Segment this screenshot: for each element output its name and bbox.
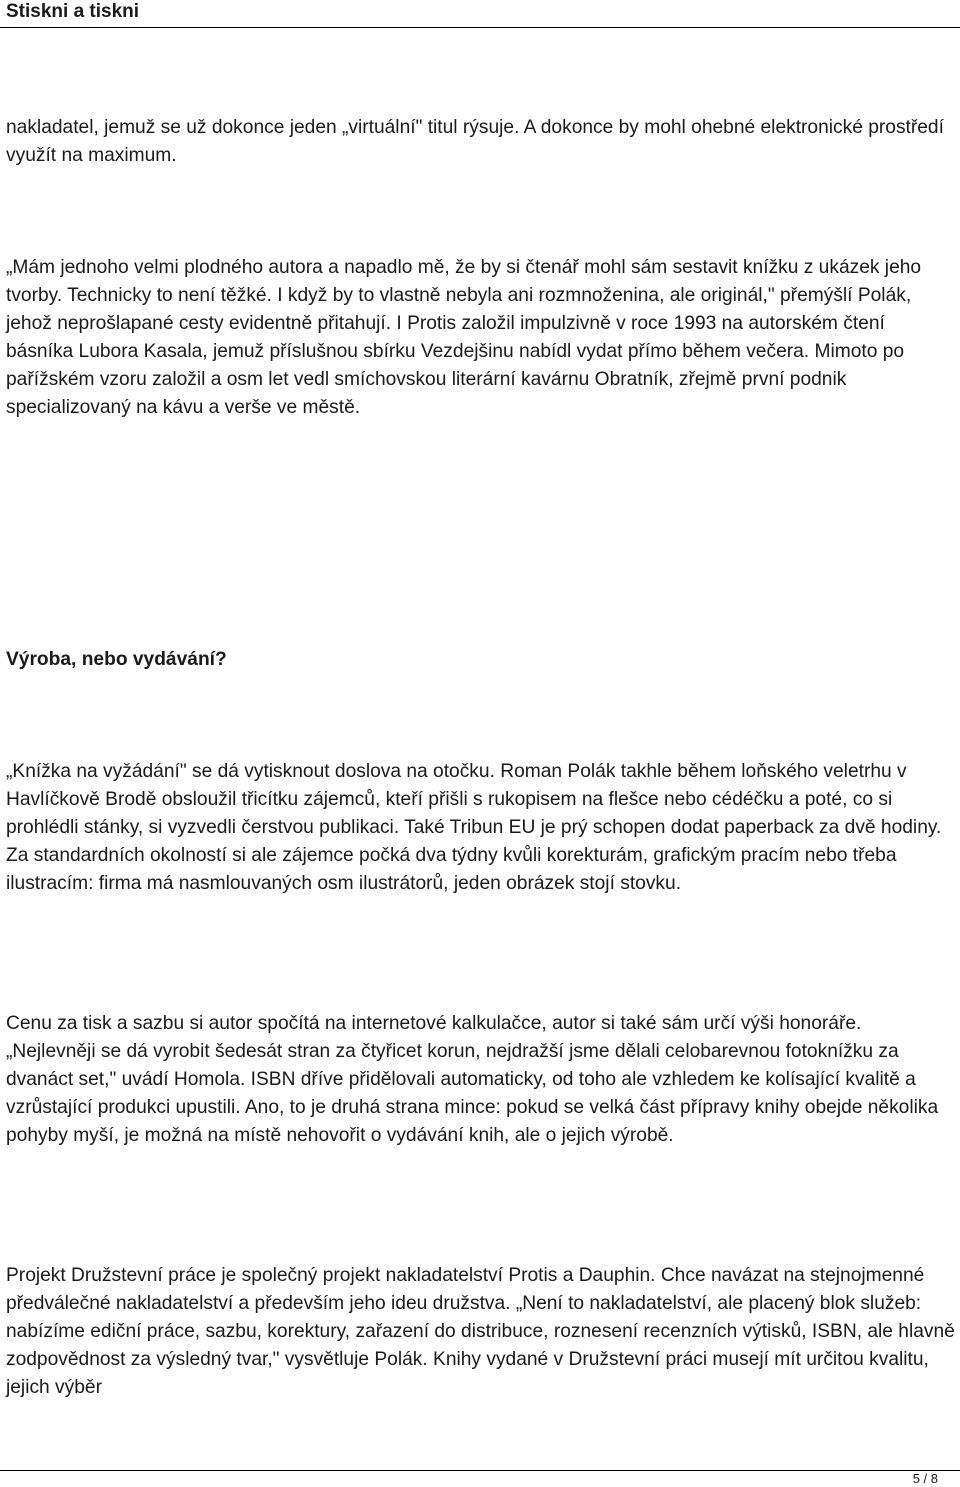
paragraph-book-on-demand: „Knížka na vyžádání" se dá vytisknout doslova na otočku. Roman Polák takhle během loňského veletrhu v Havlíčkově Brodě obsloužil třicítku zájemců, kteří přišli s rukopisem na flešce nebo cédéčku a poté, co si prohlédli stánky, si vyzvedli čerstvou publikaci. Také Tribun EU je prý schopen dodat paperback za dvě hodiny. Za standardních okolností si ale zájemce počká dva týdny kvůli korekturám, grafickým pracím nebo třeba ilustracím: firma má nasmlouvaných osm ilustrátorů, jeden obrázek stojí stovku.	[6, 761, 942, 895]
header-divider	[0, 27, 960, 28]
paragraph-project: Projekt Družstevní práce je společný projekt nakladatelství Protis a Dauphin. Chce navázat na stejnojmenné předválečné nakladatelství a především jeho ideu družstva. „Není to nakladatelství, ale placený blok služeb: nabízíme ediční práce, sazbu, korektury, zařazení do distribuce, roznesení recenzních výtisků, ISBN, ale hlavně zodpovědnost za výsledný tvar," vysvětluje Polák. Knihy vydané v Družstevní práci musejí mít určitou kvalitu, jejich výběr	[6, 1265, 955, 1399]
section-heading: Výroba, nebo vydávání?	[6, 649, 227, 670]
paragraph-intro: nakladatel, jemuž se už dokonce jeden „virtuální" titul rýsuje. A dokonce by mohl ohebné elektronické prostředí využít na maximum.	[6, 117, 944, 167]
document-title: Stiskni a tiskni	[6, 1, 140, 22]
paragraph-author-quote: „Mám jednoho velmi plodného autora a napadlo mě, že by si čtenář mohl sám sestavit knížku z ukázek jeho tvorby. Technicky to není těžké. I když by to vlastně nebyla ani rozmnoženina, ale originál," přemýšlí Polák, jehož neprošlapané cesty evidentně přitahují. I Protis založil impulzivně v roce 1993 na autorském čtení básníka Lubora Kasala, jemuž příslušnou sbírku Vezdejšinu nabídl vydat přímo během večera. Mimoto po pařížském vzoru založil a osm let vedl smíchovskou literární kavárnu Obratník, zřejmě první podnik specializovaný na kávu a verše ve městě.	[6, 257, 922, 419]
footer-divider	[0, 1470, 960, 1471]
page-number: 5 / 8	[912, 1471, 938, 1486]
paragraph-pricing: Cenu za tisk a sazbu si autor spočítá na internetové kalkulačce, autor si také sám určí výši honoráře. „Nejlevněji se dá vyrobit šedesát stran za čtyřicet korun, nejdražší jsme dělali celobarevnou fotoknížku za dvanáct set," uvádí Homola. ISBN dříve přidělovali automaticky, od toho ale vzhledem ke kolísající kvalitě a vzrůstající produkci upustili. Ano, to je druhá strana mince: pokud se velká část přípravy knihy obejde několika pohyby myší, je možná na místě nehovořit o vydávání knih, ale o jejich výrobě.	[6, 1013, 939, 1147]
